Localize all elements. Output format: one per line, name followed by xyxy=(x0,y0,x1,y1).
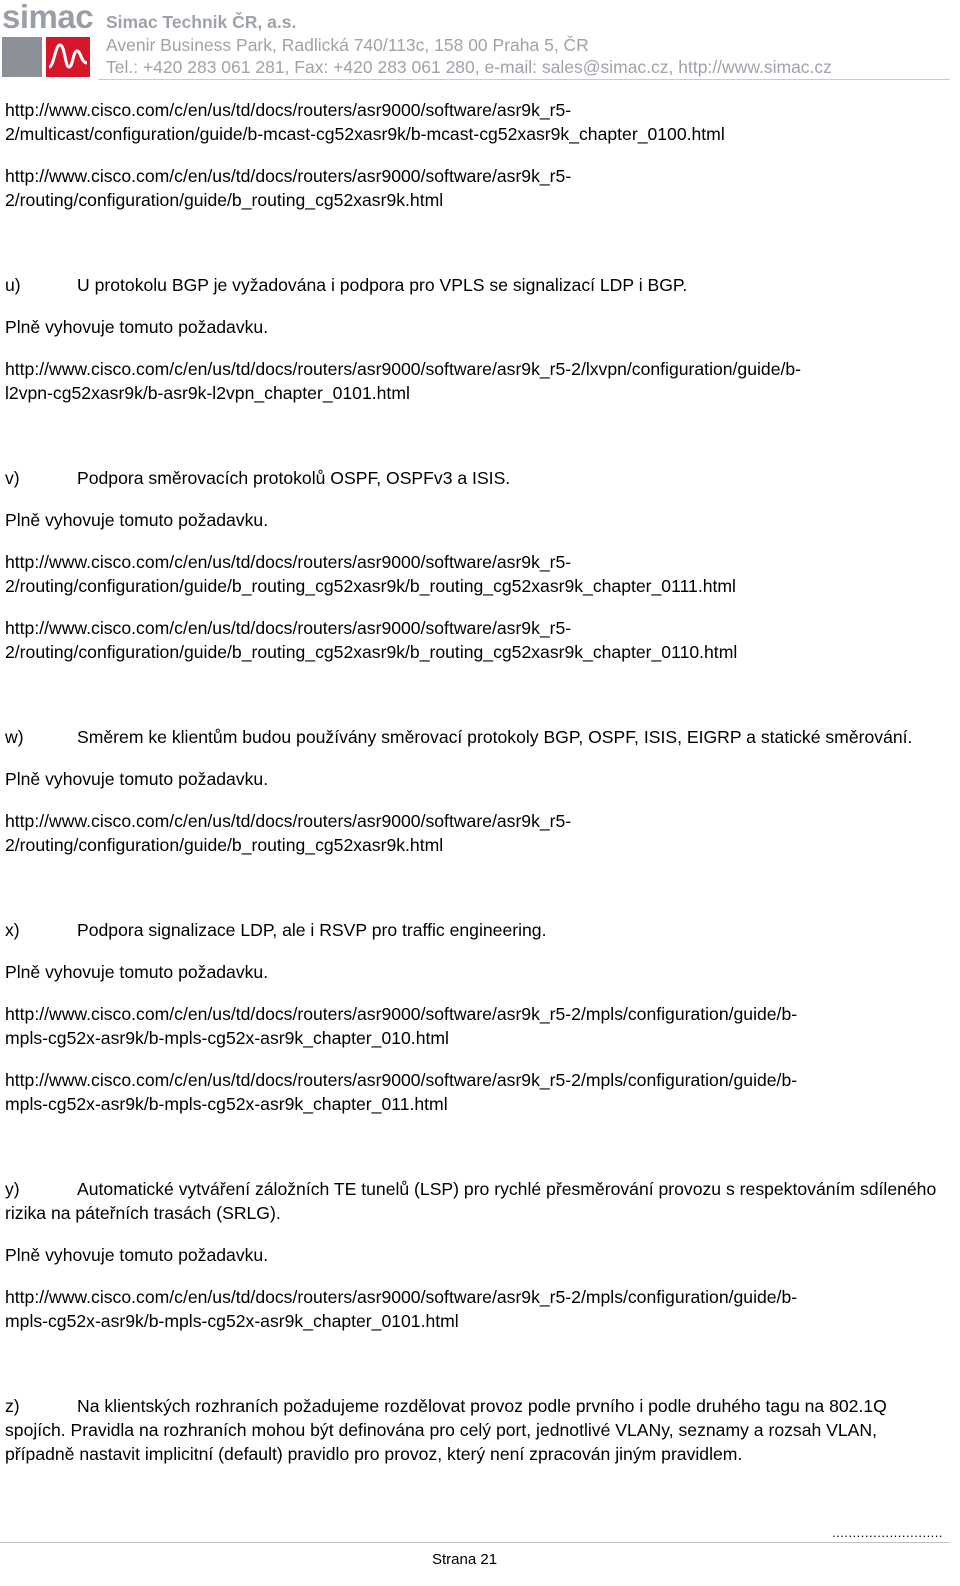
requirement-letter: w) xyxy=(5,727,24,747)
page-number: Strana 21 xyxy=(432,1551,498,1568)
requirement-x xyxy=(5,918,950,1116)
requirement-w xyxy=(5,725,950,857)
document-body xyxy=(5,98,950,1484)
requirement-letter: u) xyxy=(5,275,21,295)
requirement-letter: x) xyxy=(5,920,20,940)
requirement-text: Podpora směrovacích protokolů OSPF, OSPFv3 a ISIS. xyxy=(77,468,511,488)
company-contact: Tel.: +420 283 061 281, Fax: +420 283 061 280, e-mail: sales@simac.cz, http://www.simac.cz xyxy=(106,57,832,77)
requirement-y xyxy=(5,1177,950,1333)
company-name: Simac Technik ČR, a.s. xyxy=(106,12,297,32)
reference-link[interactable]: http://www.cisco.com/c/en/us/td/docs/routers/asr9000/software/asr9k_r5-2/lxvpn/configuration/guide/b- l2vpn-cg52xasr9k/b-asr9k-l2vpn_chapter_0101.html xyxy=(5,359,802,403)
requirement-z xyxy=(5,1394,950,1466)
simac-logo-text: simac xyxy=(2,0,94,35)
requirement-u xyxy=(5,273,950,405)
intro-link[interactable]: http://www.cisco.com/c/en/us/td/docs/routers/asr9000/software/asr9k_r5- 2/routing/configuration/guide/b_routing_cg52xasr9k.html xyxy=(5,166,572,210)
requirement-letter: z) xyxy=(5,1396,20,1416)
logo-signal-icon xyxy=(46,37,90,77)
footer-divider xyxy=(0,1542,950,1543)
requirement-text: Směrem ke klientům budou používány směrovací protokoly BGP, OSPF, ISIS, EIGRP a statické směrování. xyxy=(77,727,913,747)
requirement-text: U protokolu BGP je vyžadována i podpora pro VPLS se signalizací LDP i BGP. xyxy=(77,275,688,295)
reference-link[interactable]: http://www.cisco.com/c/en/us/td/docs/routers/asr9000/software/asr9k_r5-2/mpls/configuration/guide/b- mpls-cg52x-asr9k/b-mpls-cg52x-asr9k_chapter_0101.html xyxy=(5,1287,798,1331)
requirement-letter: v) xyxy=(5,468,20,488)
reference-link[interactable]: http://www.cisco.com/c/en/us/td/docs/routers/asr9000/software/asr9k_r5-2/mpls/configuration/guide/b- mpls-cg52x-asr9k/b-mpls-cg52x-asr9k_chapter_011.html xyxy=(5,1070,798,1114)
reference-link[interactable]: http://www.cisco.com/c/en/us/td/docs/routers/asr9000/software/asr9k_r5- 2/routing/configuration/guide/b_routing_cg52xasr9k/b_routing_cg52xasr9k_chapter_0111.html xyxy=(5,552,736,596)
compliance-answer: Plně vyhovuje tomuto požadavku. xyxy=(5,769,269,789)
requirement-letter: y) xyxy=(5,1179,20,1199)
company-address: Avenir Business Park, Radlická 740/113c, 158 00 Praha 5, ČR xyxy=(106,35,589,55)
requirement-text: Automatické vytváření záložních TE tunelů (LSP) pro rychlé přesměrování provozu s respektováním sdíleného rizika na páteřních trasách (SRLG). xyxy=(5,1179,937,1223)
compliance-answer: Plně vyhovuje tomuto požadavku. xyxy=(5,962,269,982)
requirement-v xyxy=(5,466,950,664)
footer-dots: ........................... xyxy=(832,1525,944,1540)
compliance-answer: Plně vyhovuje tomuto požadavku. xyxy=(5,510,269,530)
logo-gray-square xyxy=(2,37,42,77)
reference-link[interactable]: http://www.cisco.com/c/en/us/td/docs/routers/asr9000/software/asr9k_r5-2/mpls/configuration/guide/b- mpls-cg52x-asr9k/b-mpls-cg52x-asr9k_chapter_010.html xyxy=(5,1004,798,1048)
requirement-text: Na klientských rozhraních požadujeme rozdělovat provoz podle prvního i podle druhého tagu na 802.1Q spojích. Pravidla na rozhraních mohou být definována pro celý port, jednotlivé VLANy, seznamy a rozsah VLAN, případně nastavit implicitní (default) pravidlo pro provoz, který není zpracován jiným pravidlem. xyxy=(5,1396,887,1464)
header-divider xyxy=(98,79,950,80)
page-header xyxy=(0,0,960,80)
compliance-answer: Plně vyhovuje tomuto požadavku. xyxy=(5,1245,269,1265)
reference-link[interactable]: http://www.cisco.com/c/en/us/td/docs/routers/asr9000/software/asr9k_r5- 2/routing/configuration/guide/b_routing_cg52xasr9k.html xyxy=(5,811,572,855)
intro-link[interactable]: http://www.cisco.com/c/en/us/td/docs/routers/asr9000/software/asr9k_r5- 2/multicast/configuration/guide/b-mcast-cg52xasr9k/b-mcast-cg52xasr9k_chapter_0100.html xyxy=(5,100,725,144)
compliance-answer: Plně vyhovuje tomuto požadavku. xyxy=(5,317,269,337)
requirement-text: Podpora signalizace LDP, ale i RSVP pro traffic engineering. xyxy=(77,920,547,940)
reference-link[interactable]: http://www.cisco.com/c/en/us/td/docs/routers/asr9000/software/asr9k_r5- 2/routing/configuration/guide/b_routing_cg52xasr9k/b_routing_cg52xasr9k_chapter_0110.html xyxy=(5,618,738,662)
